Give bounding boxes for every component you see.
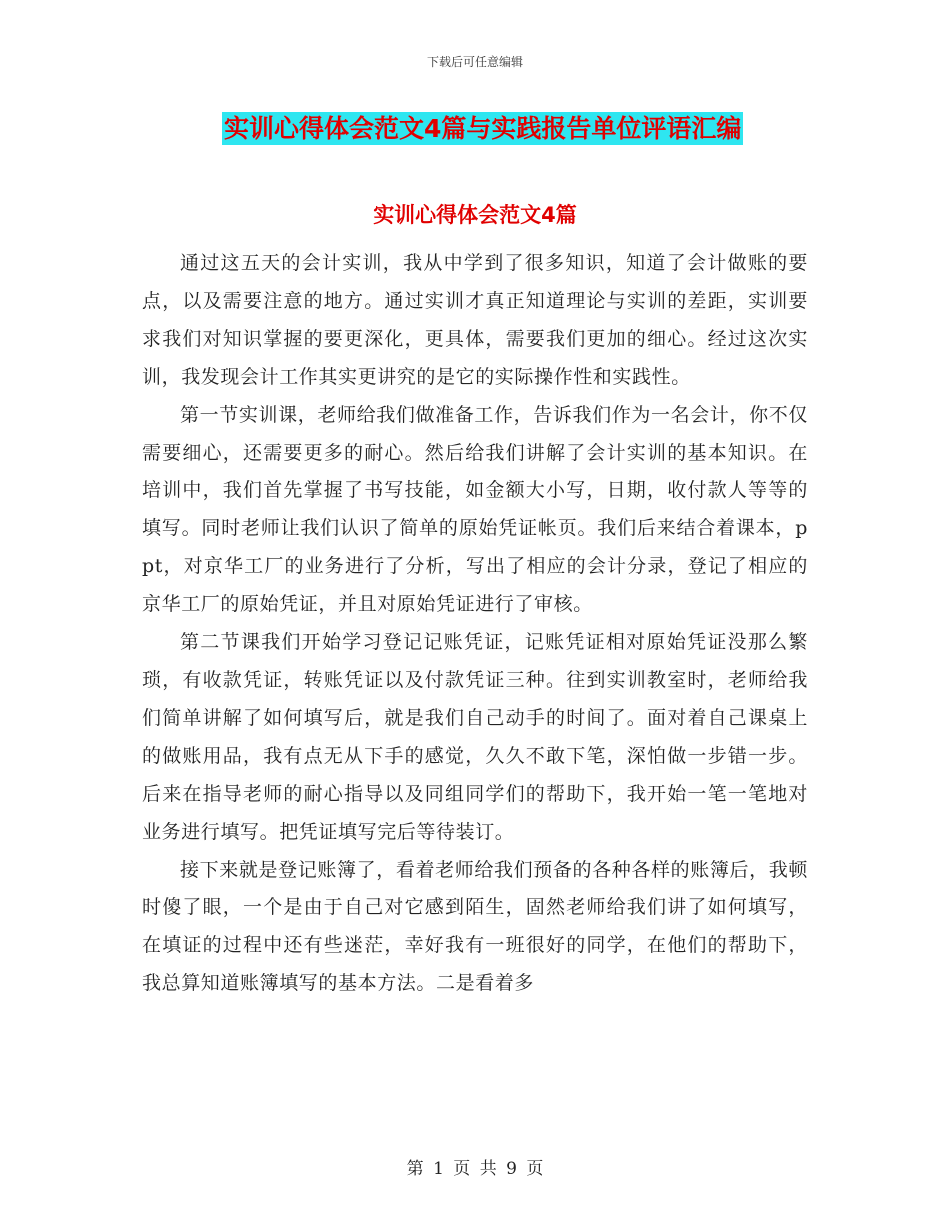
paragraph: 第二节课我们开始学习登记记账凭证，记账凭证相对原始凭证没那么繁琐，有收款凭证，转账凭证以及付款凭证三种。往到实训教室时，老师给我们简单讲解了如何填写后，就是我们自己动手的时间了。面对着自己课桌上的做账用品，我有点无从下手的感觉，久久不敢下笔，深怕做一步错一步。后来在指导老师的耐心指导以及同组同学们的帮助下，我开始一笔一笔地对业务进行填写。把凭证填写完后等待装订。 — [142, 631, 808, 843]
paragraph: 第一节实训课，老师给我们做准备工作，告诉我们作为一名会计，你不仅需要细心，还需要更多的耐心。然后给我们讲解了会计实训的基本知识。在培训中，我们首先掌握了书写技能，如金额大小写，日期，收付款人等等的填写。同时老师让我们认识了简单的原始凭证帐页。我们后来结合着课本，ppt，对京华工厂的业务进行了分析，写出了相应的会计分录，登记了相应的京华工厂的原始凭证，并且对原始凭证进行了审核。 — [142, 403, 808, 616]
section-title: 实训心得体会范文4篇 — [373, 203, 577, 227]
page-footer: 第 1 页 共 9 页 — [406, 1159, 544, 1179]
paragraph: 接下来就是登记账簿了，看着老师给我们预备的各种各样的账簿后，我顿时傻了眼，一个是由于自己对它感到陌生，固然老师给我们讲了如何填写，在填证的过程中还有些迷茫，幸好我有一班很好的同学，在他们的帮助下，我总算知道账簿填写的基本方法。二是看着多 — [142, 858, 808, 995]
paragraph: 通过这五天的会计实训，我从中学到了很多知识，知道了会计做账的要点，以及需要注意的地方。通过实训才真正知道理论与实训的差距，实训要求我们对知识掌握的要更深化，更具体，需要我们更加的细心。经过这次实训，我发现会计工作其实更讲究的是它的实际操作性和实践性。 — [142, 252, 808, 388]
body-text — [142, 245, 808, 1003]
header-note: 下载后可任意编辑 — [426, 55, 523, 69]
document-title: 实训心得体会范文4篇与实践报告单位评语汇编 — [224, 114, 742, 143]
